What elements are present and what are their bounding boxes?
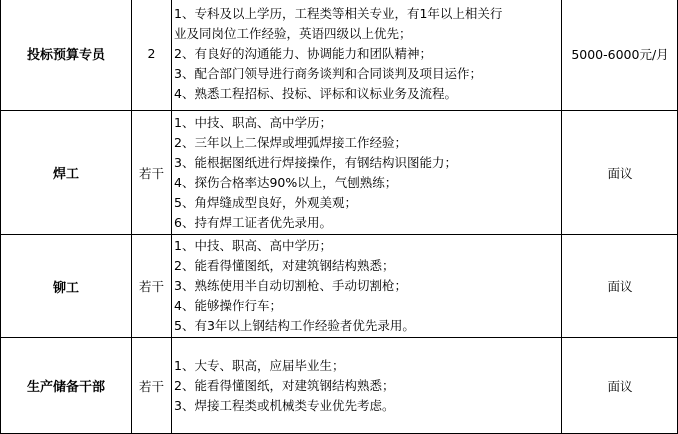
table-row: [1, 0, 678, 111]
requirement-line: 1、大专、职高，应届毕业生；: [174, 357, 345, 373]
requirement-line: 2、有良好的沟通能力、协调能力和团队精神；: [174, 45, 432, 61]
requirement-line: 5、角焊缝成型良好，外观美观；: [174, 194, 357, 210]
job-title: 生产储备干部: [1, 338, 132, 434]
requirement-line: 4、探伤合格率达90%以上，气刨熟练；: [174, 174, 398, 190]
requirement-line: 3、配合部门领导进行商务谈判和合同谈判及项目运作；: [174, 65, 482, 81]
job-headcount: 2: [132, 0, 172, 111]
job-requirements: [172, 0, 562, 111]
job-title: 投标预算专员: [1, 0, 132, 111]
requirement-line: 5、有3年以上钢结构工作经验者优先录用。: [174, 318, 415, 333]
table-row: [1, 338, 678, 434]
requirement-line: 3、能根据图纸进行焊接操作，有钢结构识图能力；: [174, 154, 457, 170]
requirement-line: 2、三年以上二保焊或埋弧焊接工作经验；: [174, 134, 407, 150]
requirement-line: 6、持有焊工证者优先录用。: [174, 214, 332, 230]
requirement-line: 1、中技、职高、高中学历；: [174, 114, 332, 130]
job-title: 焊工: [1, 111, 132, 235]
job-headcount: 若干: [132, 235, 172, 338]
job-table-body: [1, 0, 678, 434]
job-requirements: [172, 338, 562, 434]
requirement-line: 业及同岗位工作经验，英语四级以上优先；: [174, 25, 412, 41]
requirement-line: 1、专科及以上学历，工程类等相关专业，有1年以上相关行: [174, 5, 503, 21]
job-title: 铆工: [1, 235, 132, 338]
table-left-border: [0, 0, 1, 434]
job-requirements: [172, 235, 562, 338]
requirement-line: 4、熟悉工程招标、投标、评标和议标业务及流程。: [174, 85, 457, 101]
job-salary: 5000-6000元/月: [562, 0, 678, 111]
requirement-line: 2、能看得懂图纸，对建筑钢结构熟悉；: [174, 377, 395, 393]
job-salary: 面议: [562, 111, 678, 235]
job-salary: 面议: [562, 235, 678, 338]
requirement-line: 3、焊接工程类或机械类专业优先考虑。: [174, 397, 395, 413]
job-headcount: 若干: [132, 338, 172, 434]
table-row: [1, 235, 678, 338]
table-row: [1, 111, 678, 235]
requirement-line: 3、熟练使用半自动切割枪、手动切割枪；: [174, 278, 407, 293]
job-headcount: 若干: [132, 111, 172, 235]
job-salary: 面议: [562, 338, 678, 434]
requirement-line: 1、中技、职高、高中学历；: [174, 238, 332, 253]
requirement-line: 2、能看得懂图纸，对建筑钢结构熟悉；: [174, 258, 395, 273]
job-requirements: [172, 111, 562, 235]
requirement-line: 4、能够操作行车；: [174, 298, 282, 313]
